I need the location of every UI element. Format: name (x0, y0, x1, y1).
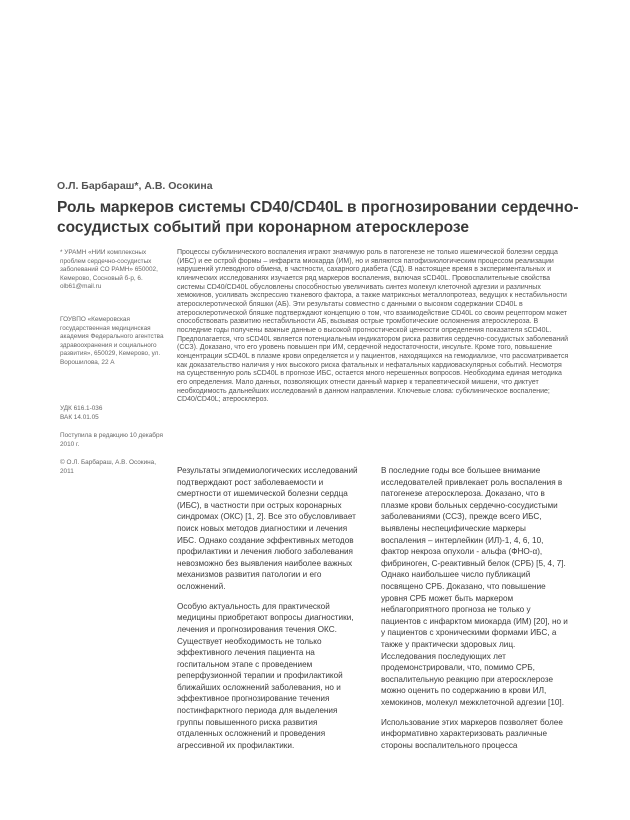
paragraph: Особую актуальность для практической медицины приобретают вопросы диагностики, лечения и прогнозирования течения ОКС. Существует необходимость не только эффективного лечения пациента на госпитальном этапе с проведением реперфузионной терапии и профилактикой ближайших осложнений заболевания, но и эффективное прогнозирование течения постинфарктного периода для выделения группы повышенного риска развития отдаленных осложнений и проведения агрессивной их профилактики. (177, 601, 354, 750)
sidebar-affiliation-kgma (60, 316, 170, 368)
paragraph: Использование этих маркеров позволяет более информативно характеризовать различные стороны воспалительного процесса (381, 717, 563, 750)
paragraph: В последние годы все большее внимание исследователей привлекает роль воспаления в патогенезе атеросклероза. Доказано, что в плазме крови больных сердечно-сосудистыми заболеваниями (ССЗ), прежде всего ИБС, выявлены неспецифические маркеры воспаления – интерлейкин (ИЛ)-1, 4, 6, 10, фактор некроза опухоли - альфа (ФНО-α), фибриноген, С-реактивный белок (СРБ) [5, 4, 7]. Однако наибольшее число публикаций посвящено СРБ. Доказано, что повышение уровня СРБ может быть маркером неблагоприятного прогноза не только у пациентов с инфарктом миокарда (ИМ) [20], но и у пациентов с хроническими формами ИБС, а также у практически здоровых лиц. Исследования последующих лет продемонстрировали, что, помимо СРБ, воспалительную реакцию при атеросклерозе можно оценить по содержанию в крови ИЛ, хемокинов, молекул межклеточной адгезии [10]. (381, 466, 568, 707)
article-title: Роль маркеров системы CD40/CD40L в прогнозировании сердечно-сосудистых событий при коронарном атеросклерозе (57, 199, 579, 236)
vak-code: ВАК 14.01.05 (60, 413, 99, 421)
article-authors: О.Л. Барбараш*, А.В. Осокина (57, 180, 213, 192)
body-column-right (381, 465, 570, 760)
udc-code: УДК 616.1-036 (60, 405, 103, 412)
affiliation-niikpssz: * УРАМН «НИИ комплексных проблем сердечно-сосудистых заболеваний СО РАМН» 650002, Кемерово, Сосновый б-р, 6. olb61@mail.ru (60, 249, 158, 291)
sidebar-received (60, 432, 170, 449)
sidebar-classification (60, 405, 170, 422)
copyright: © О.Л. Барбараш, А.В. Осокина, 2011 (60, 459, 156, 475)
body-column-left (177, 465, 364, 760)
sidebar-affiliations (60, 249, 170, 292)
abstract-text: Процессы субклинического воспаления играют значимую роль в патогенезе не только ишемической болезни сердца (ИБС) и ее острой формы – инфаркта миокарда (ИМ), но и являются патофизиологическим процессом реализации нарушений углеводного обмена, в частности, сахарного диабета (СД). В настоящее время в экспериментальных и клинических исследованиях изучается ряд маркеров воспаления, включая sCD40L. Провоспалительные свойства системы CD40/CD40L обусловлены способностью увеличивать синтез молекул клеточной адгезии и различных хемокинов, усиливать экспрессию тканевого фактора, а также матриксных металлопротеаз, ведущих к нестабильности атеросклеротической бляшки (АБ). Эти результаты совместно с данными о высоком содержании CD40L в атеросклеротической бляшке подтверждают концепцию о том, что взаимодействие CD40L со своим рецептором может способствовать развитию нестабильности АБ, вызывая острые тромботические осложнения атеросклероза. В последние годы получены важные данные о высокой прогностической ценности определения показателя sCD40L. Предполагается, что sCD40L является потенциальным индикатором риска развития сердечно-сосудистых заболеваний (ССЗ). Доказано, что его уровень повышен при ИМ, сердечной недостаточности, инсульте. Кроме того, повышение концентрации sCD40L в плазме крови определяется и у пациентов, находящихся на гемодиализе, что рассматривается как доказательство наличия у них высокого риска фатальных и нефатальных кардиоваскулярных событий. Несмотря на существенную роль sCD40L в прогнозе ИБС, остается много нерешенных вопросов. Необходима единая методика его определения. Мало данных, позволяющих отнести данный маркер к терапевтической мишени, что диктует необходимость дальнейших исследований в данном направлении. (177, 249, 569, 395)
abstract (177, 249, 570, 405)
sidebar-copyright (60, 459, 170, 476)
affiliation-kgma: ГОУВПО «Кемеровская государственная медицинская академия Федерального агентства здравоохранения и социального развития», 650029, Кемерово, ул. Ворошилова, 22 А (60, 316, 164, 366)
received-date: Поступила в редакцию 10 декабря 2010 г. (60, 432, 163, 448)
paragraph: Результаты эпидемиологических исследований подтверждают рост заболеваемости и смертности от ишемической болезни сердца (ИБС), в частности при острых коронарных синдромах (ОКС) [1, 2]. Все это обусловливает поиск новых методов диагностики и лечения ИБС. Однако создание эффективных методов профилактики и лечения любого заболевания невозможно без выявления наиболее важных механизмов развития патологии и его осложнений. (177, 466, 358, 591)
abstract-keywords: Ключевые слова: субклиническое воспаление; CD40/CD40L; атеросклероз. (177, 387, 550, 404)
